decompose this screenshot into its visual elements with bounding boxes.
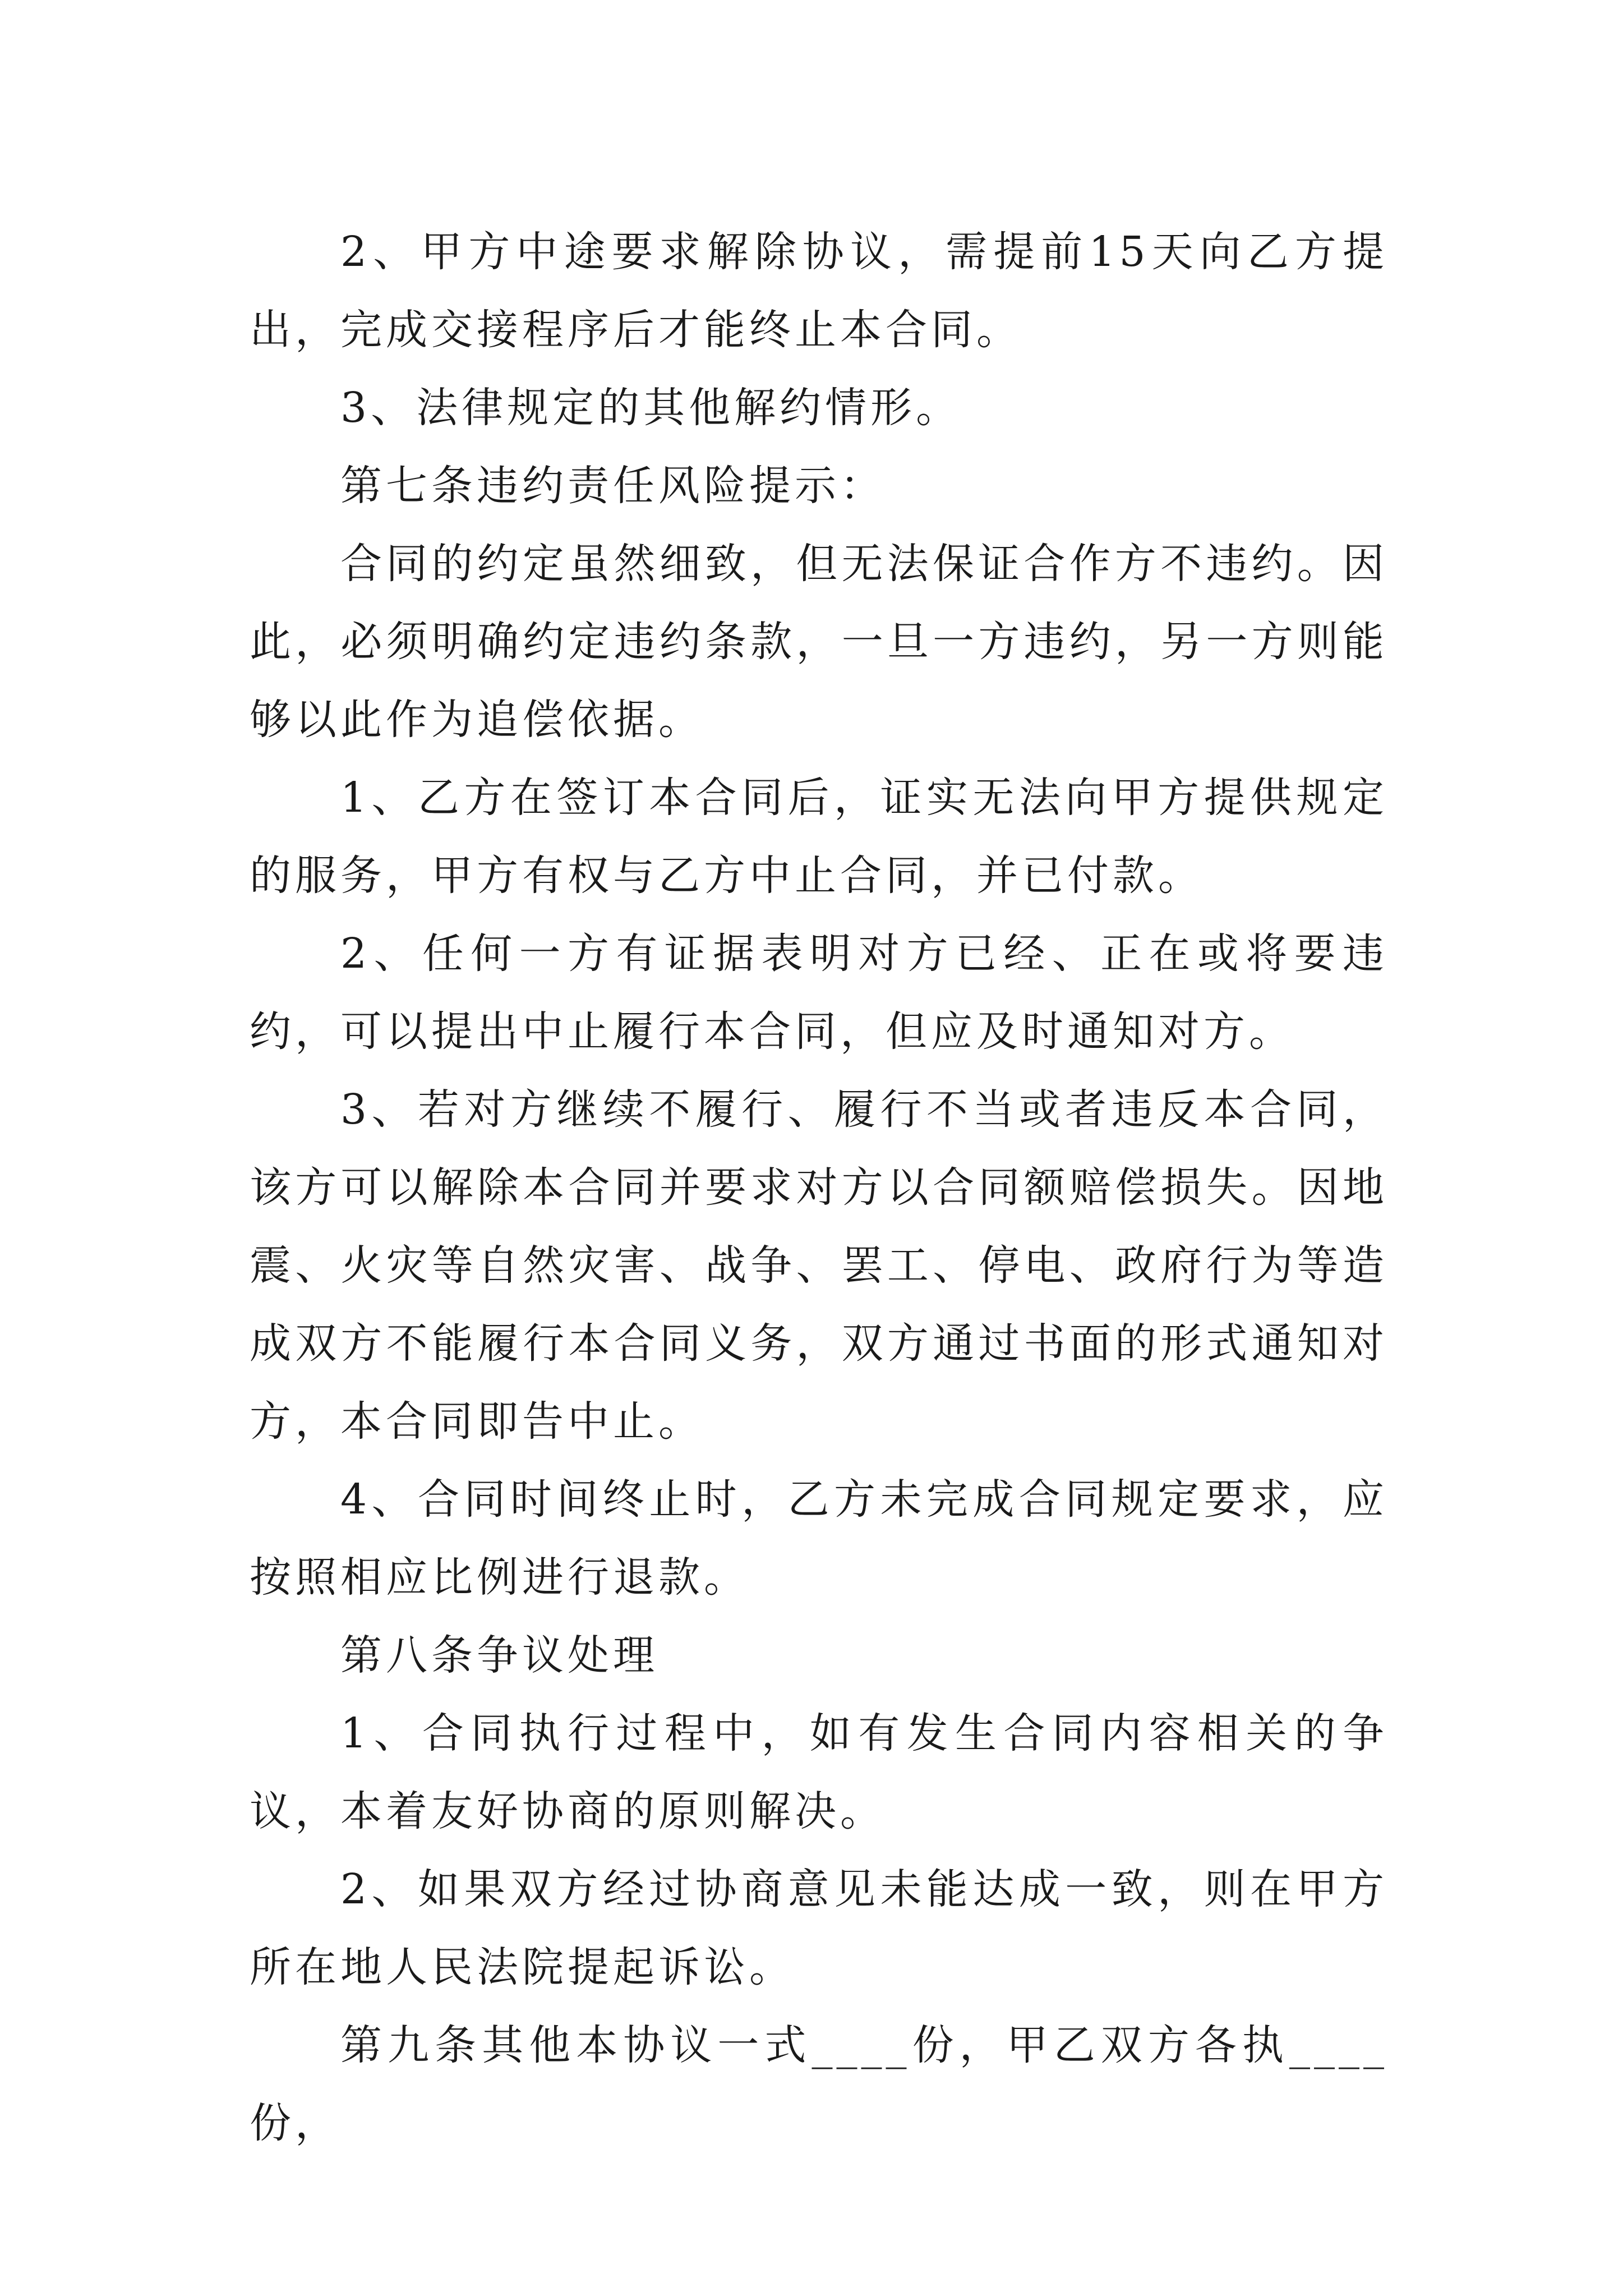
paragraph-breach-1: 1、乙方在签订本合同后，证实无法向甲方提供规定的服务，甲方有权与乙方中止合同，并已付款。 — [250, 774, 1388, 900]
heading-article-8: 第八条争议处理 — [340, 1631, 658, 1680]
paragraph-breach-3: 3、若对方继续不履行、履行不当或者违反本合同，该方可以解除本合同并要求对方以合同额赔偿损失。因地震、火灾等自然灾害、战争、罢工、停电、政府行为等造成双方不能履行本合同义务，双方通过书面的形式通知对方，本合同即告中止。 — [250, 1085, 1388, 1446]
paragraph-breach-4: 4、合同时间终止时，乙方未完成合同规定要求，应按照相应比例进行退款。 — [250, 1475, 1388, 1602]
paragraph-dispute-1: 1、合同执行过程中，如有发生合同内容相关的争议，本着友好协商的原则解决。 — [250, 1709, 1388, 1835]
paragraph-other-termination: 3、法律规定的其他解约情形。 — [340, 384, 962, 432]
paragraph-breach-intro: 合同的约定虽然细致，但无法保证合作方不违约。因此，必须明确约定违约条款，一旦一方违约，另一方则能够以此作为追偿依据。 — [250, 540, 1388, 744]
heading-article-7: 第七条违约责任风险提示： — [340, 462, 886, 510]
paragraph-dispute-2: 2、如果双方经过协商意见未能达成一致，则在甲方所在地人民法院提起诉讼。 — [250, 1865, 1388, 1991]
paragraph-termination-notice: 2、甲方中途要求解除协议，需提前15天向乙方提出，完成交接程序后才能终止本合同。 — [250, 228, 1388, 354]
paragraph-breach-2: 2、任何一方有证据表明对方已经、正在或将要违约，可以提出中止履行本合同，但应及时通知对方。 — [250, 930, 1388, 1056]
paragraph-article-9: 第九条其他本协议一式____份，甲乙双方各执____份， — [250, 2021, 1388, 2147]
document-body — [250, 213, 1388, 2162]
